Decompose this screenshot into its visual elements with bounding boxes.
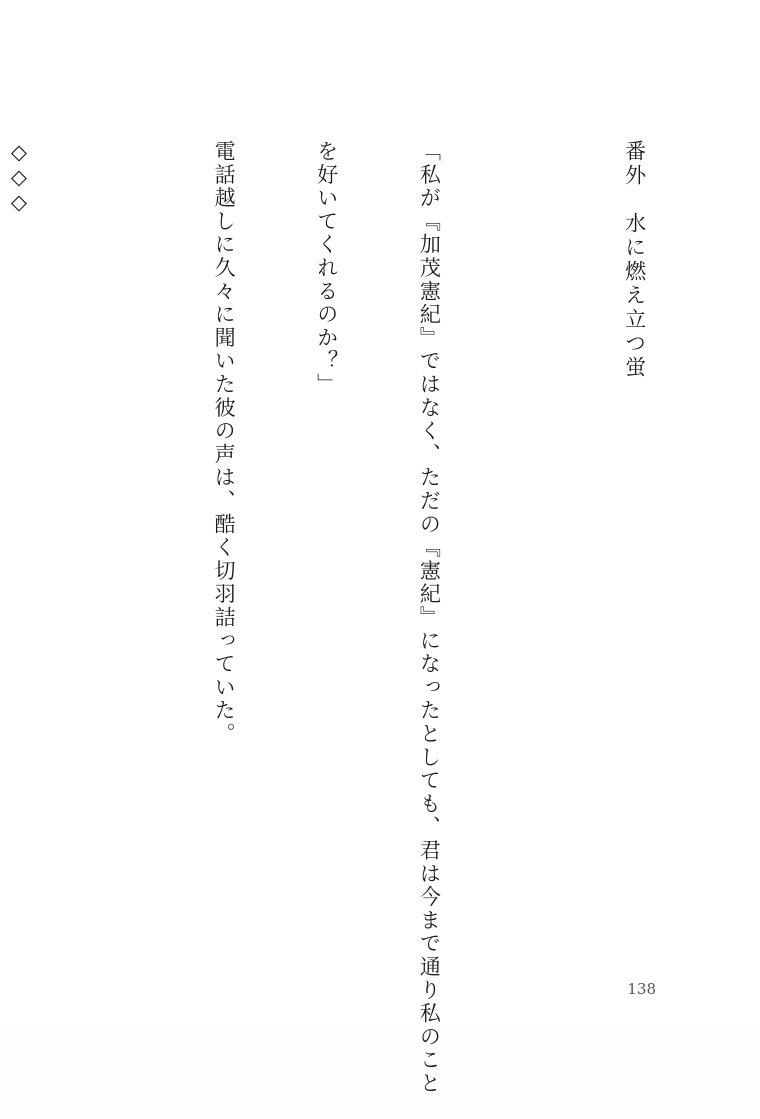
blank-column [104, 140, 138, 960]
scene-break: ◇◇◇ [6, 140, 31, 215]
text-column: 電話越しに久々に聞いた彼の声は、酷く切羽詰っていた。 [212, 140, 237, 746]
chapter-title: 番外 水に燃え立つ蛍 [622, 140, 647, 380]
text-column: を好いてくれるのか？」 [314, 140, 339, 397]
text-column: 「私が『加茂憲紀』ではなく、ただの『憲紀』になったとしても、君は今まで通り私のこと [417, 140, 442, 1096]
page-number: 138 [627, 980, 656, 998]
blank-column [515, 140, 549, 960]
